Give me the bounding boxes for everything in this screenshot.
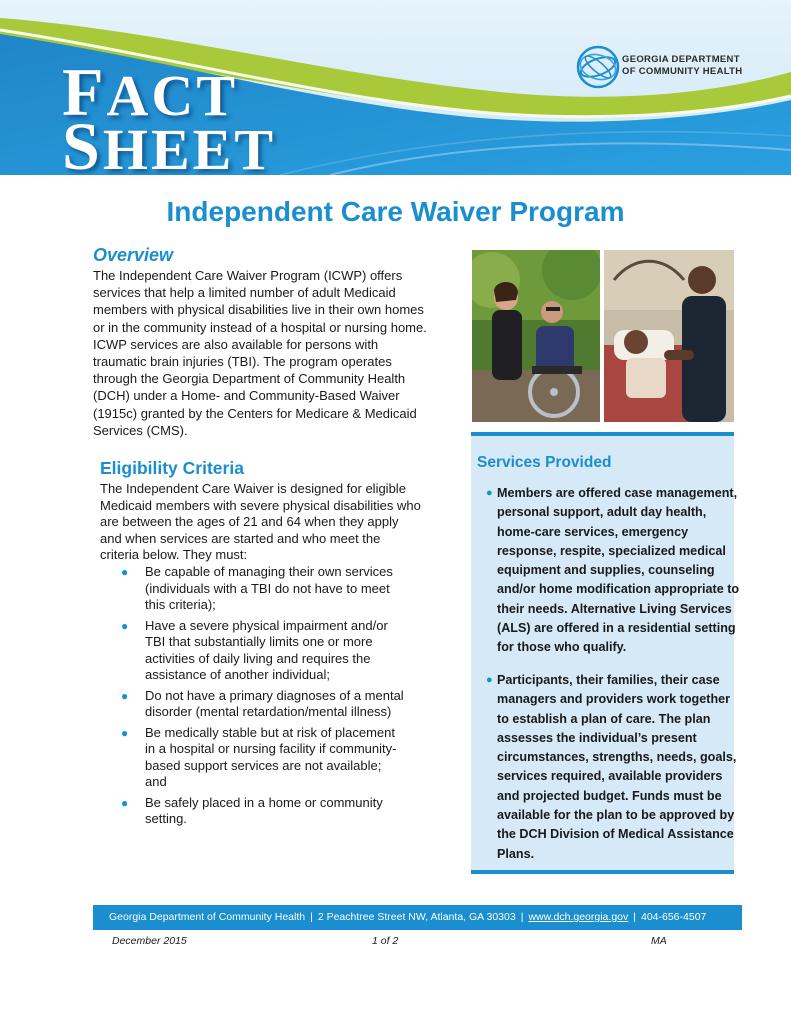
bullet-icon: ● [121, 618, 129, 633]
eligibility-item: ● Be medically stable but at risk of placement in a hospital or nursing facility if community-based support services are not available; and [121, 724, 397, 789]
globe-swirl-icon [576, 45, 620, 89]
page-number: 1 of 2 [372, 935, 399, 947]
eligibility-item: ● Do not have a primary diagnoses of a mental disorder (mental retardation/mental illness) [121, 687, 404, 719]
bullet-icon: ● [121, 688, 129, 703]
sheet-word: SHEET [62, 108, 276, 175]
photo-home-care [604, 250, 734, 422]
fact-sheet-banner [0, 0, 791, 175]
footer-separator: | [310, 911, 313, 923]
footer-bar [93, 905, 742, 930]
document-title: Independent Care Waiver Program [166, 196, 625, 227]
bullet-icon: ● [486, 487, 493, 499]
fact-word: FACT [62, 54, 239, 130]
services-item: ● Members are offered case management, personal support, adult day health, home-care services, emergency response, respite, specialized medical equipment and supplies, counseling and/or home modification appropriate to their needs. Alternative Living Services (ALS) are offered in a residential setting for those who qualify. [486, 486, 740, 655]
bullet-icon: ● [121, 795, 129, 810]
footer-separator: | [633, 911, 636, 923]
footer-phone: 404-656-4507 [640, 911, 707, 923]
eligibility-heading: Eligibility Criteria [100, 458, 244, 478]
footer-website-link[interactable]: www.dch.georgia.gov [528, 911, 629, 923]
dch-logo [576, 45, 766, 89]
photo-wheelchair [472, 250, 600, 422]
logo-line-1: GEORGIA DEPARTMENT [622, 54, 740, 65]
overview-heading: Overview [93, 245, 174, 265]
eligibility-list [121, 564, 406, 832]
footer-separator: | [520, 911, 524, 923]
footer-date: December 2015 [112, 935, 187, 947]
eligibility-item: ● Be capable of managing their own services (individuals with a TBI do not have to meet this criteria); [121, 564, 393, 612]
footer-address: 2 Peachtree Street NW, Atlanta, GA 30303 [317, 911, 516, 923]
overview-body: The Independent Care Waiver Program (ICWP) offers services that help a limited number of adult Medicaid members with physical disabilities live in their own homes or in the community instead of a hospital or nursing home. ICWP services are also available for persons with traumatic brain injuries (TBI). The program operates through the Georgia Department of Community Health (DCH) under a Home- and Community-Based Waiver (1915c) granted by the Centers for Medicare & Medicaid Services (CMS). [93, 268, 427, 438]
logo-text [622, 54, 742, 78]
eligibility-item: ● Have a severe physical impairment and/or TBI that substantially limits one or more activities of daily living and requires the assistance of another individual; [121, 617, 388, 682]
caregiver-photo [472, 250, 734, 422]
footer-code: MA [651, 935, 667, 947]
footer-org: Georgia Department of Community Health [109, 911, 306, 923]
logo-line-2: OF COMMUNITY HEALTH [622, 66, 743, 77]
bullet-icon: ● [486, 674, 493, 686]
eligibility-item: ● Be safely placed in a home or community setting. [121, 794, 383, 826]
services-box [471, 432, 740, 874]
bullet-icon: ● [121, 725, 129, 740]
eligibility-intro: The Independent Care Waiver is designed for eligible Medicaid members with severe physical disabilities who are between the ages of 21 and 64 when they apply and when services are started and who meet the criteria below. They must: [100, 481, 421, 562]
services-item: ● Participants, their families, their case managers and providers work together to establish a plan of care. The plan assesses the individual’s present circumstances, strengths, needs, goals, services required, available providers and projected budget. Funds must be available for the plan to be approved by the DCH Division of Medical Assistance Plans. [486, 673, 737, 861]
bullet-icon: ● [121, 565, 129, 579]
services-heading: Services Provided [477, 454, 612, 471]
